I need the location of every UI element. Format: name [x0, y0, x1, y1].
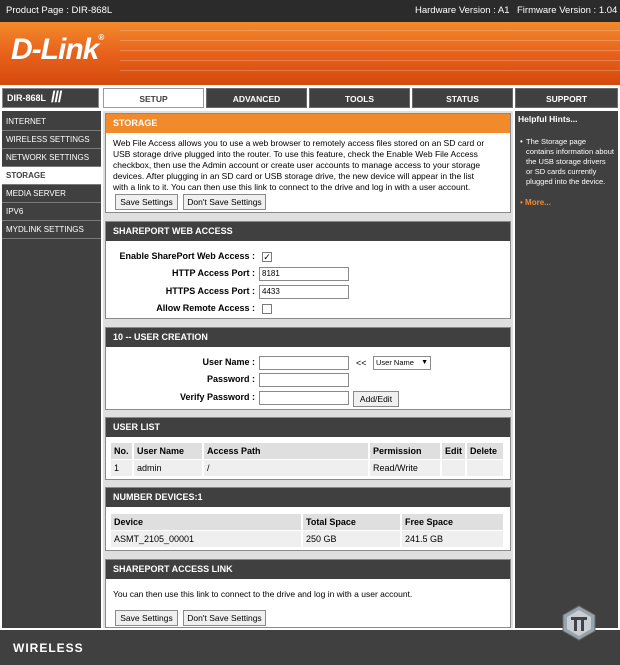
- http-port-input[interactable]: 8181: [259, 267, 349, 281]
- access-link-title: SHAREPORT ACCESS LINK: [106, 560, 510, 579]
- devices-title: NUMBER DEVICES:1: [106, 488, 510, 507]
- delete-cell: [467, 460, 503, 476]
- more-link[interactable]: • More...: [520, 198, 551, 207]
- col-device: Device: [111, 514, 301, 530]
- sidebar-item-ipv6[interactable]: IPV6: [2, 203, 101, 221]
- table-cell: 241.5 GB: [402, 531, 503, 547]
- sidebar: [2, 111, 101, 628]
- verify-password-input[interactable]: [259, 391, 349, 405]
- top-info-bar: [0, 0, 620, 22]
- sidebar-item-mydlink-settings[interactable]: MYDLINK SETTINGS: [2, 221, 101, 239]
- storage-description: Web File Access allows you to use a web browser to remotely access files stored on an SD card or USB storage drive plugged into the router. To use this feature, check the Enable Web File Access checkbox, then use the Admin account or create user accounts to manage access to your storage devices. After plugging in an SD card or USB storage drive, the new device will appear in the list with a link to it. You can then use this link to connect to the drive and log in with a user account.: [113, 138, 485, 192]
- helpful-hints-panel: [515, 111, 618, 628]
- tab-setup[interactable]: SETUP: [103, 88, 204, 108]
- chevron-down-icon: ▼: [421, 359, 428, 366]
- tab-tools[interactable]: TOOLS: [309, 88, 410, 108]
- tt-watermark-logo: [561, 605, 597, 641]
- col-delete: Delete: [467, 443, 503, 459]
- sidebar-item-media-server[interactable]: MEDIA SERVER: [2, 185, 101, 203]
- tab-support[interactable]: SUPPORT: [515, 88, 618, 108]
- table-cell: admin: [134, 460, 202, 476]
- user-creation-title: 10 -- USER CREATION: [106, 328, 510, 347]
- shareport-title: SHAREPORT WEB ACCESS: [106, 222, 510, 241]
- user-creation-section: [105, 327, 511, 410]
- table-cell: /: [204, 460, 368, 476]
- password-label: Password :: [206, 374, 255, 384]
- footer: [0, 630, 620, 665]
- table-cell: 250 GB: [303, 531, 400, 547]
- add-edit-button[interactable]: Add/Edit: [353, 391, 399, 407]
- enable-shareport-label: Enable SharePort Web Access :: [119, 251, 255, 261]
- shareport-web-access-section: [105, 221, 511, 319]
- save-settings-button[interactable]: Save Settings: [115, 610, 178, 626]
- sidebar-item-network-settings[interactable]: NETWORK SETTINGS: [2, 149, 101, 167]
- slashes-decoration: ///: [51, 89, 62, 106]
- hardware-version-label: Hardware Version : A1: [415, 5, 510, 16]
- edit-cell: [442, 460, 465, 476]
- user-list-title: USER LIST: [106, 418, 510, 437]
- devices-section: [105, 487, 511, 551]
- allow-remote-checkbox[interactable]: [262, 304, 272, 314]
- col-username: User Name: [134, 443, 202, 459]
- hints-body: The Storage page contains information about the USB storage drivers or SD cards currently plugged into the device.: [526, 137, 614, 186]
- username-select[interactable]: User Name ▼: [373, 356, 431, 370]
- sidebar-item-wireless-settings[interactable]: WIRELESS SETTINGS: [2, 131, 101, 149]
- firmware-version-label: Firmware Version : 1.04: [517, 5, 618, 16]
- dont-save-settings-button[interactable]: Don't Save Settings: [183, 194, 266, 210]
- dlink-logo: D-Link®: [11, 33, 104, 66]
- http-port-label: HTTP Access Port :: [171, 268, 255, 278]
- table-cell: 1: [111, 460, 132, 476]
- arrows-label: <<: [356, 358, 367, 368]
- col-access-path: Access Path: [204, 443, 368, 459]
- table-cell: Read/Write: [370, 460, 440, 476]
- verify-password-label: Verify Password :: [179, 392, 255, 402]
- dlink-banner: [0, 22, 620, 85]
- https-port-label: HTTPS Access Port :: [165, 286, 255, 296]
- username-label: User Name :: [202, 357, 255, 367]
- hints-title: Helpful Hints...: [518, 114, 578, 124]
- enable-shareport-checkbox[interactable]: ✓: [263, 252, 271, 262]
- bullet-icon: •: [520, 137, 523, 146]
- access-link-text: You can then use this link to connect to the drive and log in with a user account.: [113, 589, 413, 599]
- sidebar-item-storage[interactable]: STORAGE: [2, 167, 101, 185]
- col-edit: Edit: [442, 443, 465, 459]
- model-label: DIR-868L ///: [2, 88, 99, 108]
- access-link-section: [105, 559, 511, 628]
- storage-section: [105, 113, 511, 213]
- product-page-label: Product Page : DIR-868L: [6, 5, 113, 16]
- tab-advanced[interactable]: ADVANCED: [206, 88, 307, 108]
- col-no: No.: [111, 443, 132, 459]
- allow-remote-label: Allow Remote Access :: [156, 303, 255, 313]
- tab-status[interactable]: STATUS: [412, 88, 513, 108]
- sidebar-item-internet[interactable]: INTERNET: [2, 113, 101, 131]
- col-free-space: Free Space: [402, 514, 503, 530]
- col-total-space: Total Space: [303, 514, 400, 530]
- footer-wireless-label: WIRELESS: [13, 641, 84, 655]
- https-port-input[interactable]: 4433: [259, 285, 349, 299]
- dont-save-settings-button[interactable]: Don't Save Settings: [183, 610, 266, 626]
- save-settings-button[interactable]: Save Settings: [115, 194, 178, 210]
- storage-title: STORAGE: [106, 114, 510, 133]
- username-input[interactable]: [259, 356, 349, 370]
- table-cell: ASMT_2105_00001: [111, 531, 301, 547]
- password-input[interactable]: [259, 373, 349, 387]
- col-permission: Permission: [370, 443, 440, 459]
- user-list-section: [105, 417, 511, 480]
